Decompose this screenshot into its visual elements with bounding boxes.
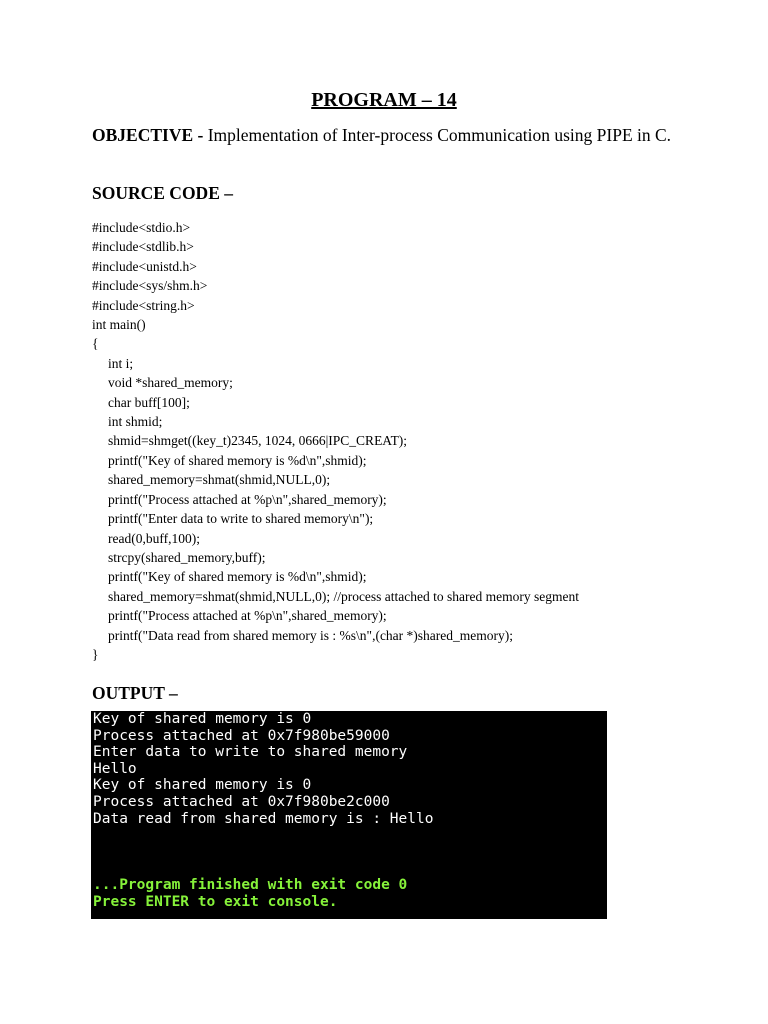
console-finish-line: Press ENTER to exit console. [93, 893, 338, 910]
code-line: printf("Process attached at %p\n",shared_memory); [108, 491, 387, 507]
output-heading: OUTPUT – [92, 683, 178, 703]
console-line: Hello [93, 760, 137, 777]
code-line: shared_memory=shmat(shmid,NULL,0); //process attached to shared memory segment [108, 588, 579, 604]
code-line: #include<sys/shm.h> [92, 278, 208, 294]
objective-label: OBJECTIVE - [92, 125, 204, 145]
console-line: Process attached at 0x7f980be2c000 [93, 793, 390, 810]
console-line: Process attached at 0x7f980be59000 [93, 727, 390, 744]
code-line: int main() [92, 317, 146, 333]
code-line: int i; [108, 355, 134, 371]
console-line: Key of shared memory is 0 [93, 777, 312, 794]
code-line: { [92, 336, 99, 352]
code-line: #include<stdlib.h> [92, 239, 194, 255]
console-line: Enter data to write to shared memory [93, 744, 408, 761]
console-line: Key of shared memory is 0 [93, 711, 312, 727]
console-finish-line: ...Program finished with exit code 0 [93, 876, 408, 893]
objective-paragraph [92, 124, 692, 146]
code-line: strcpy(shared_memory,buff); [108, 549, 266, 565]
console-output-screenshot [91, 711, 607, 919]
code-line: #include<string.h> [92, 297, 195, 313]
code-line: printf("Data read from shared memory is : %s\n",(char *)shared_memory); [108, 627, 514, 643]
code-line: printf("Process attached at %p\n",shared_memory); [108, 608, 387, 624]
objective-text: Implementation of Inter-process Communication using PIPE in C. [203, 125, 672, 145]
source-code-heading: SOURCE CODE – [92, 183, 233, 203]
code-line: shmid=shmget((key_t)2345, 1024, 0666|IPC_CREAT); [108, 433, 408, 449]
code-line: int shmid; [108, 414, 163, 430]
code-line: read(0,buff,100); [108, 530, 200, 546]
console-blank-space [93, 827, 607, 877]
code-line: char buff[100]; [108, 394, 190, 410]
code-line: printf("Key of shared memory is %d\n",shmid); [108, 452, 367, 468]
source-code-block [92, 218, 732, 664]
code-line: shared_memory=shmat(shmid,NULL,0); [108, 472, 331, 488]
code-line: } [92, 646, 99, 662]
code-line: printf("Enter data to write to shared memory\n"); [108, 511, 374, 527]
code-line: printf("Key of shared memory is %d\n",shmid); [108, 569, 367, 585]
page-title: PROGRAM – 14 [311, 89, 457, 111]
code-line: void *shared_memory; [108, 375, 233, 391]
code-line: #include<unistd.h> [92, 258, 197, 274]
console-line: Data read from shared memory is : Hello [93, 810, 434, 827]
code-line: #include<stdio.h> [92, 220, 191, 235]
